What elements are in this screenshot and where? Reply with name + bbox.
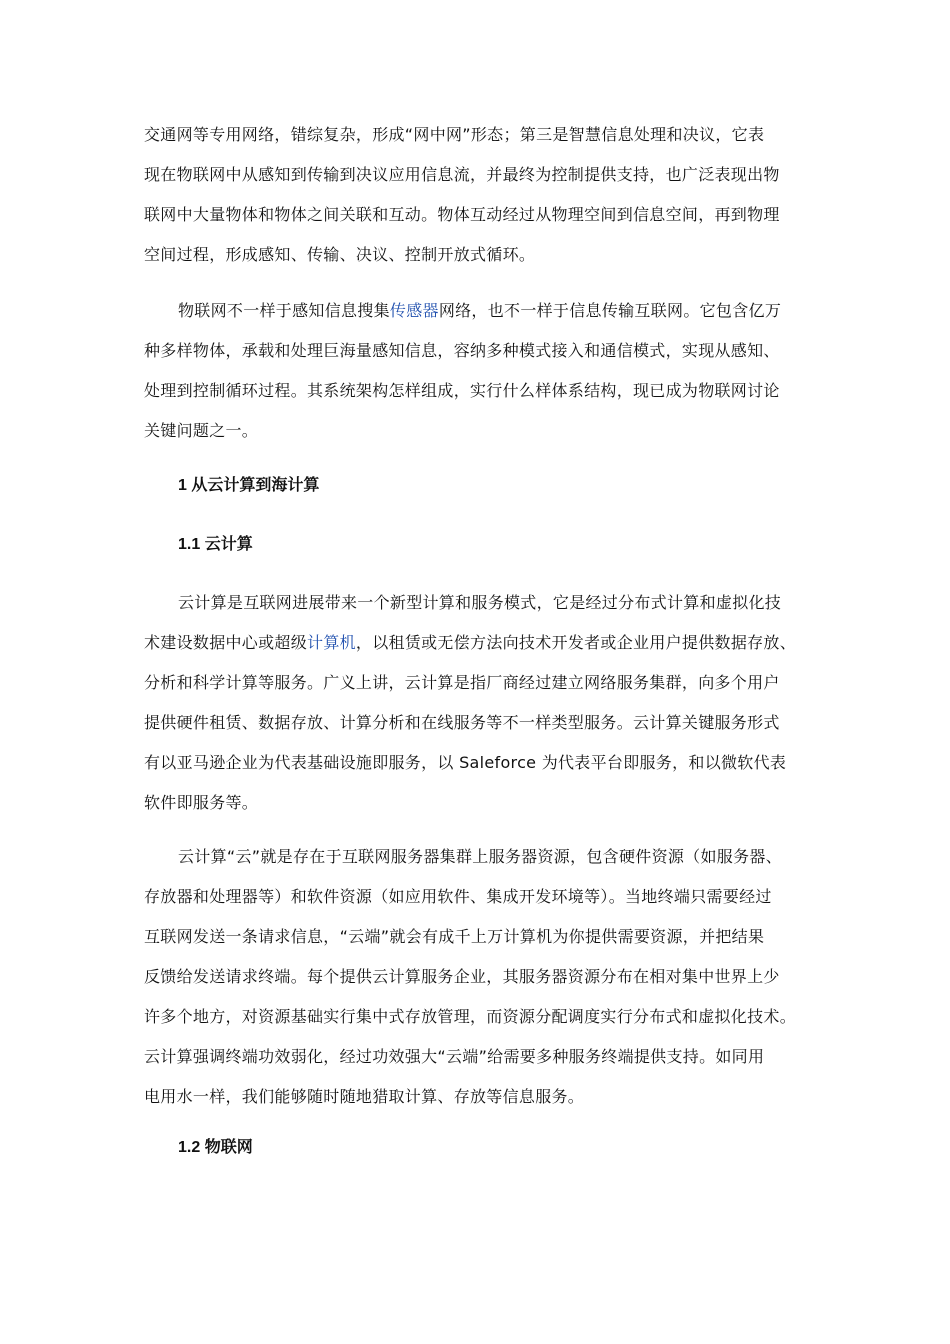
paragraph-line	[144, 291, 814, 331]
paragraph-line: 云计算“云”就是存在于互联网服务器集群上服务器资源，包含硬件资源（如服务器、	[178, 847, 782, 866]
paragraph-line: 许多个地方，对资源基础实行集中式存放管理，而资源分配调度实行分布式和虚拟化技术。	[144, 1007, 797, 1026]
paragraph-line: 空间过程，形成感知、传输、决议、控制开放式循环。	[144, 245, 536, 264]
text-segment: 物联网不一样于感知信息搜集	[178, 301, 390, 320]
computer-link[interactable]: 计算机	[307, 633, 356, 652]
paragraph-line: 存放器和处理器等）和软件资源（如应用软件、集成开发环境等）。当地终端只需要经过	[144, 887, 772, 906]
paragraph-line: 联网中大量物体和物体之间关联和互动。物体互动经过从物理空间到信息空间，再到物理	[144, 205, 780, 224]
text-segment: 术建设数据中心或超级	[144, 633, 308, 652]
paragraph-1	[144, 115, 814, 275]
text-segment: ，以租赁或无偿方法向技术开发者或企业用户提供数据存放、	[355, 633, 797, 652]
section-heading-1-2: 1.2 物联网	[178, 1139, 253, 1156]
paragraph-line: 有以亚马逊企业为代表基础设施即服务，以 Saleforce 为代表平台即服务，和以微软代表	[144, 753, 787, 772]
paragraph-4	[144, 837, 814, 1117]
paragraph-line	[144, 623, 814, 663]
paragraph-line: 云计算强调终端功效弱化，经过功效强大“云端”给需要多种服务终端提供支持。如同用	[144, 1047, 765, 1066]
sensor-link[interactable]: 传感器	[389, 301, 439, 320]
paragraph-line: 电用水一样，我们能够随时随地猎取计算、存放等信息服务。	[144, 1087, 585, 1106]
paragraph-2	[144, 291, 814, 451]
paragraph-line: 处理到控制循环过程。其系统架构怎样组成，实行什么样体系结构，现已成为物联网讨论	[144, 381, 780, 400]
paragraph-line: 种多样物体，承载和处理巨海量感知信息，容纳多种模式接入和通信模式，实现从感知、	[144, 341, 780, 360]
paragraph-line: 现在物联网中从感知到传输到决议应用信息流，并最终为控制提供支持，也广泛表现出物	[144, 165, 780, 184]
text-segment: 网络，也不一样于信息传输互联网。它包含亿万	[438, 301, 782, 320]
paragraph-3	[144, 583, 814, 823]
paragraph-line: 互联网发送一条请求信息，“云端”就会有成千上万计算机为你提供需要资源，并把结果	[144, 927, 765, 946]
paragraph-line: 云计算是互联网进展带来一个新型计算和服务模式，它是经过分布式计算和虚拟化技	[178, 593, 782, 612]
paragraph-line: 提供硬件租赁、数据存放、计算分析和在线服务等不一样类型服务。云计算关键服务形式	[144, 713, 780, 732]
paragraph-line: 软件即服务等。	[144, 793, 259, 812]
paragraph-line: 反馈给发送请求终端。每个提供云计算服务企业，其服务器资源分布在相对集中世界上少	[144, 967, 780, 986]
paragraph-line: 交通网等专用网络，错综复杂，形成“网中网”形态；第三是智慧信息处理和决议，它表	[144, 125, 765, 144]
paragraph-line: 分析和科学计算等服务。广义上讲，云计算是指厂商经过建立网络服务集群，向多个用户	[144, 673, 780, 692]
section-heading-1-1: 1.1 云计算	[178, 536, 253, 553]
section-heading-1: 1 从云计算到海计算	[178, 477, 320, 494]
paragraph-line: 关键问题之一。	[144, 421, 259, 440]
